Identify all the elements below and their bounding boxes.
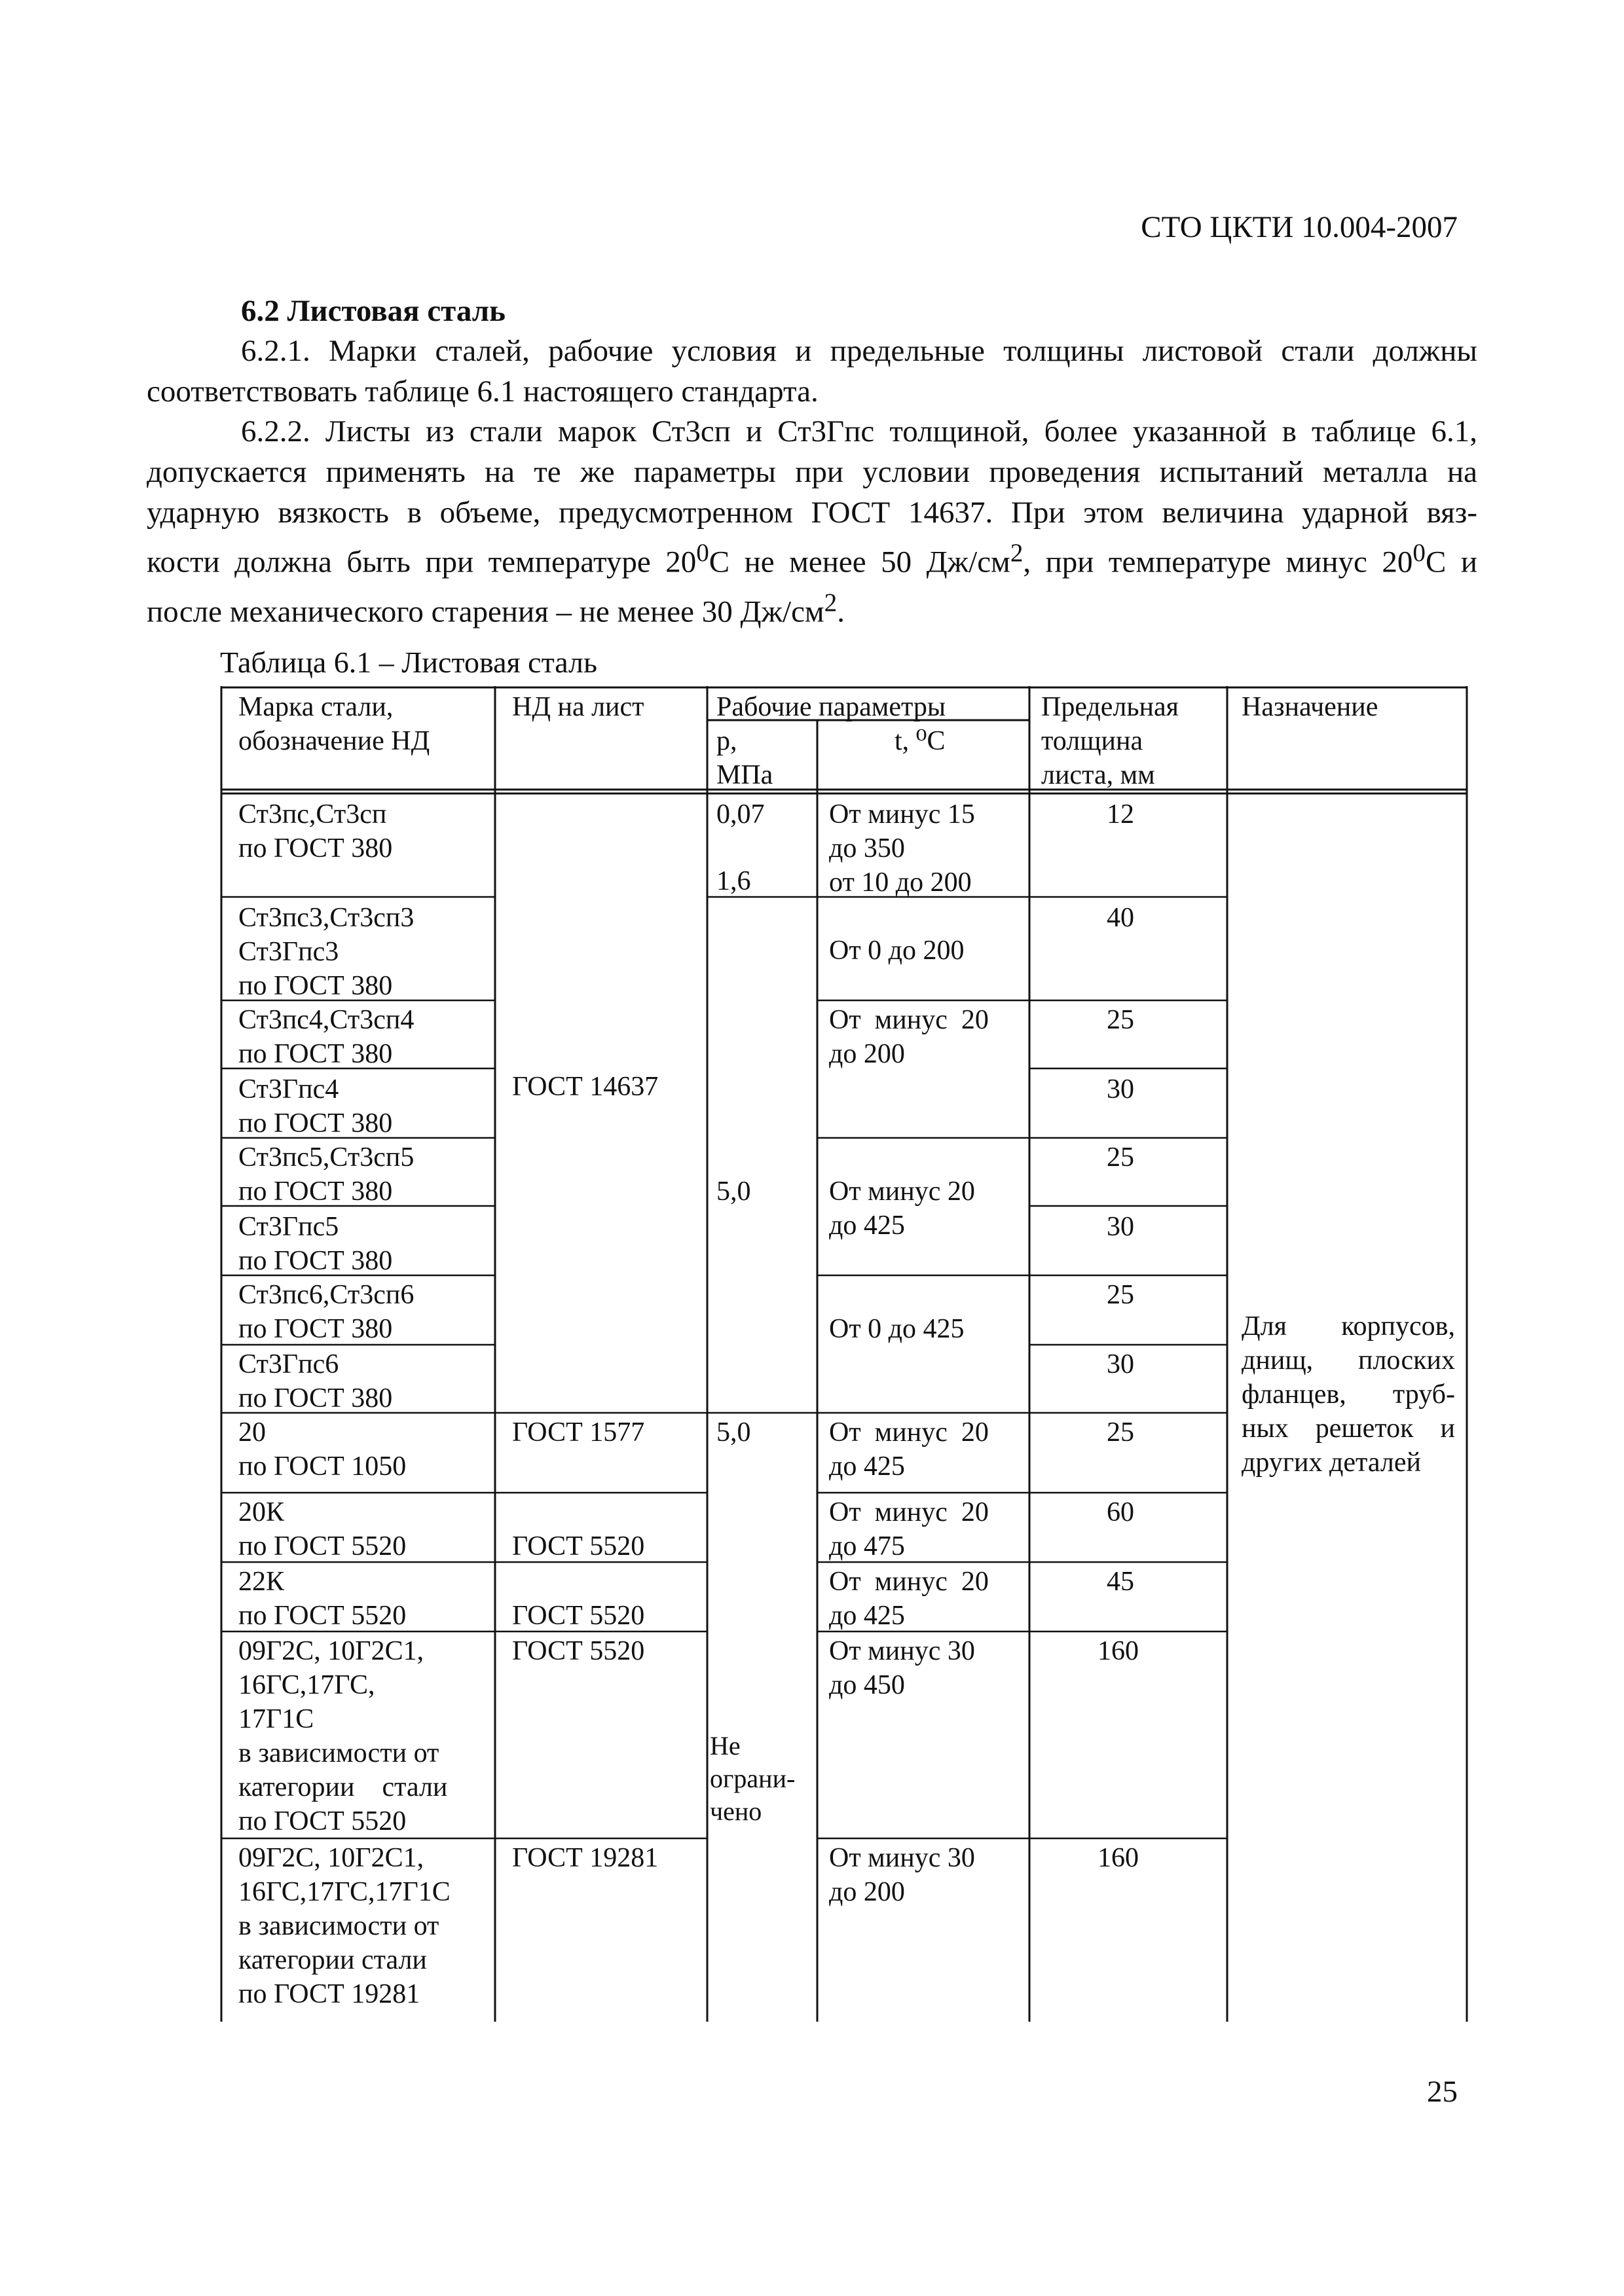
temperature-cell: От минус 15 до 350 от 10 до 200	[829, 799, 975, 898]
grade-cell: Ст3пс4,Ст3сп4 по ГОСТ 380	[238, 1005, 415, 1069]
pressure-cell: 0,07	[716, 799, 765, 829]
paragraph-line	[147, 583, 1477, 632]
grade-cell: 09Г2С, 10Г2С1, 16ГС,17ГС,17Г1С в зависимости от категории стали по ГОСТ 19281	[238, 1843, 451, 2009]
thickness-cell: 25	[1107, 1005, 1134, 1035]
header-temperature: t, ⁰C	[895, 726, 946, 756]
temperature-cell: От минус 30 до 450	[829, 1636, 975, 1700]
pressure-cell: 5,0	[716, 1417, 751, 1448]
steel-table	[220, 686, 1468, 2022]
grade-cell: 22К по ГОСТ 5520	[238, 1567, 407, 1631]
grade-cell: Ст3пс3,Ст3сп3 Ст3Гпс3 по ГОСТ 380	[238, 903, 415, 1001]
header-grade: Марка стали, обозначение НД	[238, 692, 430, 756]
thickness-cell: 160	[1098, 1636, 1139, 1666]
thickness-cell: 60	[1107, 1497, 1134, 1527]
text-fragment: C и	[1425, 545, 1477, 579]
nd-cell: ГОСТ 5520	[512, 1531, 645, 1561]
superscript: 0	[696, 539, 709, 567]
superscript: 2	[824, 588, 838, 617]
text-fragment: , при температуре минус 20	[1023, 545, 1413, 579]
section-title: 6.2 Листовая сталь	[241, 294, 506, 328]
temperature-cell: От минус 20 до 475	[829, 1497, 989, 1561]
paragraph-line: соответствовать таблице 6.1 настоящего стандарта.	[147, 374, 819, 409]
temperature-cell: От 0 до 425	[829, 1314, 965, 1344]
purpose-cell: Для корпусов, днищ, плоских фланцев, труб-ных решеток и других деталей	[1242, 1311, 1455, 1478]
text-fragment: C не менее 50 Дж/см	[709, 545, 1010, 579]
text-fragment: .	[837, 594, 845, 629]
thickness-cell: 30	[1107, 1074, 1134, 1104]
table-caption: Таблица 6.1 – Листовая сталь	[220, 646, 597, 679]
temperature-cell: От минус 30 до 200	[829, 1843, 975, 1907]
thickness-cell: 25	[1107, 1142, 1134, 1173]
paragraph-line	[147, 533, 1477, 583]
header-working-parameters: Рабочие параметры	[716, 692, 946, 722]
thickness-cell: 25	[1107, 1417, 1134, 1448]
grade-cell: Ст3пс6,Ст3сп6 по ГОСТ 380	[238, 1280, 415, 1344]
thickness-cell: 12	[1107, 799, 1134, 829]
header-thickness: Предельная толщина листа, мм	[1041, 692, 1179, 790]
grade-cell: Ст3пс5,Ст3сп5 по ГОСТ 380	[238, 1142, 415, 1207]
superscript: 0	[1412, 539, 1426, 567]
superscript: 2	[1010, 539, 1024, 567]
paragraph-6-2-1	[147, 331, 1477, 412]
pressure-cell: Не ограни- чено	[710, 1731, 796, 1826]
nd-cell: ГОСТ 5520	[512, 1636, 645, 1666]
grade-cell: 20 по ГОСТ 1050	[238, 1417, 407, 1482]
paragraph-line: ударную вязкость в объеме, предусмотренном ГОСТ 14637. При этом величина ударной вяз-	[147, 496, 1477, 530]
paragraph-line: допускается применять на те же параметры при условии проведения испытаний металла на	[147, 455, 1477, 489]
pressure-cell: 5,0	[716, 1176, 751, 1207]
page-number: 25	[1427, 2075, 1458, 2109]
text-fragment: после механического старения – не менее 30 Дж/см	[147, 594, 824, 629]
paragraph-line: 6.2.2. Листы из стали марок Ст3сп и Ст3Гпс толщиной, более указанной в таблице 6.1,	[241, 414, 1477, 448]
thickness-cell: 30	[1107, 1349, 1134, 1379]
document-code: СТО ЦКТИ 10.004-2007	[1141, 210, 1458, 244]
thickness-cell: 25	[1107, 1280, 1134, 1310]
temperature-cell: От минус 20 до 425	[829, 1417, 989, 1482]
thickness-cell: 160	[1098, 1843, 1139, 1873]
grade-cell: Ст3пс,Ст3сп по ГОСТ 380	[238, 799, 393, 864]
thickness-cell: 40	[1107, 903, 1134, 933]
grade-cell: Ст3Гпс6 по ГОСТ 380	[238, 1349, 393, 1413]
thickness-cell: 45	[1107, 1567, 1134, 1597]
header-purpose: Назначение	[1242, 692, 1378, 722]
temperature-cell: От 0 до 200	[829, 936, 965, 966]
grade-cell: 20К по ГОСТ 5520	[238, 1497, 407, 1561]
paragraph-6-2-2	[147, 411, 1477, 632]
thickness-cell: 30	[1107, 1212, 1134, 1242]
nd-cell: ГОСТ 14637	[512, 1072, 659, 1102]
grade-cell: Ст3Гпс5 по ГОСТ 380	[238, 1212, 393, 1276]
header-nd: НД на лист	[512, 692, 644, 722]
header-pressure: p, МПа	[716, 726, 773, 790]
nd-cell: ГОСТ 1577	[512, 1417, 645, 1448]
temperature-cell: От минус 20 до 425	[829, 1176, 975, 1241]
nd-cell: ГОСТ 19281	[512, 1843, 659, 1873]
nd-cell: ГОСТ 5520	[512, 1601, 645, 1631]
temperature-cell: От минус 20 до 200	[829, 1005, 989, 1069]
grade-cell: 09Г2С, 10Г2С1, 16ГС,17ГС, 17Г1С в зависимости от категории стали по ГОСТ 5520	[238, 1636, 448, 1836]
text-fragment: кости должна быть при температуре 20	[147, 545, 697, 579]
pressure-cell: 1,6	[716, 866, 751, 896]
grade-cell: Ст3Гпс4 по ГОСТ 380	[238, 1074, 393, 1139]
temperature-cell: От минус 20 до 425	[829, 1567, 989, 1631]
paragraph-line: 6.2.1. Марки сталей, рабочие условия и предельные толщины листовой стали должны	[241, 334, 1477, 368]
